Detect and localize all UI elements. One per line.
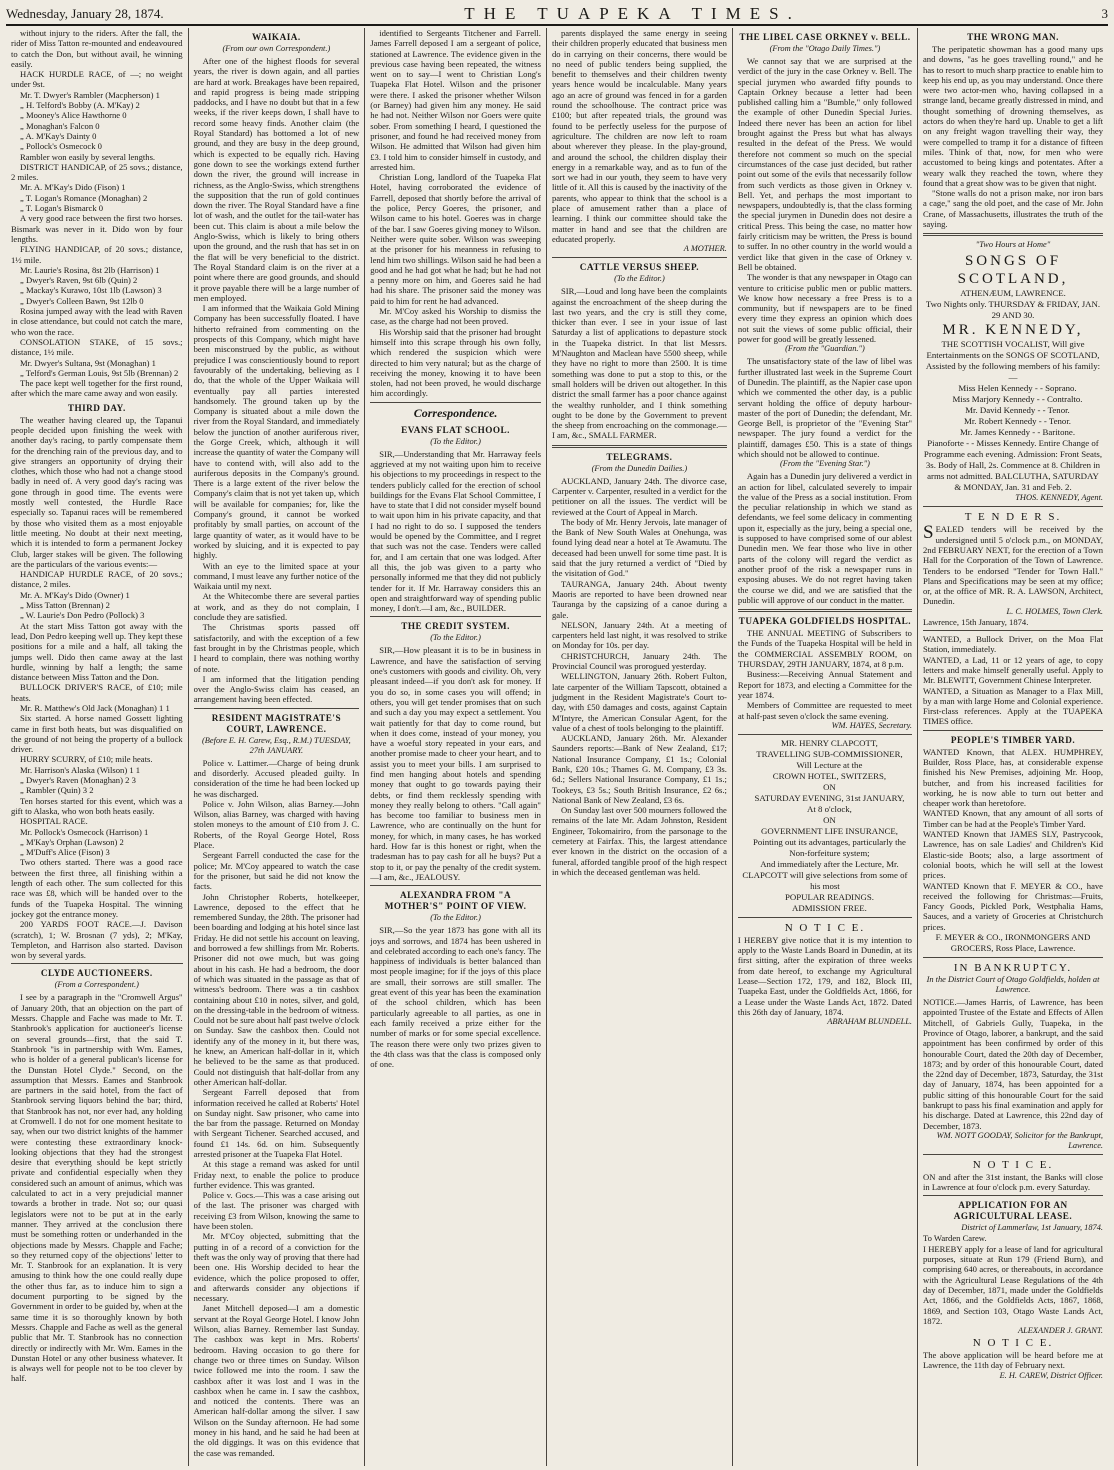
kennedy-name: MR. KENNEDY, <box>942 322 1084 339</box>
paragraph: At 8 o'clock, <box>807 803 852 814</box>
paragraph: „ A. M'Kay's Dainty 0 <box>20 130 97 141</box>
paragraph: The wonder is that any newspaper in Otago can venture to criticise public men or public matters. We know how necessary a free Press is to a community, but if newspapers are to be fined every time they express an opinion which does not suit the views of some public official, their power for good will be greatly lessened. <box>737 272 912 345</box>
songs-nights: Two Nights only. THURSDAY & FRIDAY, JAN. 29 AND 30. <box>925 299 1101 321</box>
alexandra-heading: ALEXANDRA FROM "A MOTHER'S" POINT OF VIEW. <box>384 890 527 912</box>
hospital-signature: WM. HAYES, Secretary. <box>831 720 912 730</box>
paragraph: Mr. Laurie's Rosina, 8st 2lb (Harrison) 1 <box>20 264 160 275</box>
paragraph: AUCKLAND, January 24th. The divorce case, Carpenter v. Carpenter, resulted in a verdict for the petitioner on all the issues. The verdict will be reviewed at the Court of Appeal in March. <box>551 475 727 517</box>
column-5 <box>732 28 917 1466</box>
paragraph: WANTED, a Situation as Manager to a Flax Mill, by a man with large Home and Colonial experience. First-class references. Apply at the TUAPEKA TIMES office. <box>922 685 1103 727</box>
paragraph: WANTED, a Bullock Driver, on the Moa Flat Station, immediately. <box>922 634 1103 655</box>
alexandra-continued <box>552 28 727 244</box>
paragraph: Mr. M'Coy asked his Worship to dismiss the case, as the charge had not been proved. <box>370 306 541 327</box>
paragraph: „ Dwyer's Raven (Monaghan) 2 3 <box>20 775 136 786</box>
paragraph: THE ANNUAL MEETING of Subscribers to the Funds of the Tuapeka Hospital will be held in the COMMERCIAL ASSEMBLY ROOM, on THURSDAY, 29TH JANUARY, 1874, at 8 p.m. <box>737 628 912 670</box>
bankruptcy-heading: IN BANKRUPTCY. <box>953 962 1073 975</box>
guardian-article <box>738 356 912 459</box>
paragraph: MR. HENRY CLAPCOTT, <box>781 737 878 748</box>
wrong-man-heading: THE WRONG MAN. <box>967 32 1059 42</box>
column-3 <box>364 28 546 1466</box>
paragraph: WANTED Known that F. MEYER & CO., have received the following for Christmas:—Fruits, Fancy Goods, Pickled Pork, Westphalia Hams, Sauces, and a variety of Groceries at Christchurch prices. <box>922 880 1103 932</box>
paragraph: Mr. Harrison's Alaska (Wilson) 1 1 <box>20 764 141 775</box>
mother-signature: A MOTHER. <box>683 244 727 254</box>
paragraph: identified to Sergeants Titchener and Farrell. James Farrell deposed I am a sergeant of police, stationed at Lawrence. The evidence given in the previous case having been repeated, the witness went on to say—I went to Christian Long's Tuapeka Flat Hotel. Wilson and the prisoner were there. I asked the prisoner whether Wilson (or Barney) had given him any money. He said he had not. Neither Wilson nor Goers were quite sober. From something I heard, I questioned the prisoner, and found he had received money from Wilson. He admitted that Wilson had given him £3. I told him to consider himself in custody, and arrested him. <box>370 28 541 172</box>
page-number: 3 <box>1101 6 1108 21</box>
paragraph: FLYING HANDICAP, of 20 sovs.; distance, 1½ mile. <box>11 244 183 265</box>
songs-venue: ATHENÆUM, LAWRENCE. <box>960 288 1066 299</box>
paragraph: The unsatisfactory state of the law of libel was further illustrated last week in the Supreme Court of Dunedin. The plaintiff, as the Napier case upon which we commented the other day, is a public servant holding the office of deputy harbour-master of the port of Dunedin; the defendant, Mr. George Bell, is proprietor of the "Evening Star" newspaper. The jury found a verdict for the plaintiff, damages £50. This is a state of things which should not be allowed to continue. <box>737 356 912 459</box>
paragraph: We cannot say that we are surprised at the verdict of the jury in the case Orkney v. Bell. The special jurymen who awarded fifty pounds to Captain Orkney because a letter had been published calling him a "Bumble," only followed the example of other Dunedin Special Juries. Indeed there never has been an action for libel brought against the Press but what has always resulted in the defeat of the Press. We would therefore not comment so much on the special circumstances of the case just decided, but rather point out some of the evils that necessarily follow from such verdicts as those given in Orkney v. Bell. Yet, and perhaps the most important to newspapers, undoubtedly is, that the class forming the special jurymen in Dunedin does not desire a critical Press. This being the case, no matter how fairly criticism may be written, the Press is bound to suffer. In no other country in the world would a verdict like that given in the case of Orkney v. Bell be obtained. <box>737 56 912 272</box>
paragraph: „ Rambler (Quin) 3 2 <box>20 785 94 796</box>
paragraph: TAURANGA, January 24th. About twenty Maoris are reported to have been drowned near Tauranga by the capsizing of a canoe during a gale. <box>551 578 727 620</box>
paragraph: „ Mackay's Kurawo, 10st 1lb (Lawson) 3 <box>20 285 162 296</box>
wanted-ads <box>923 634 1103 727</box>
lease-signature: ALEXANDER J. GRANT. <box>1018 1326 1103 1336</box>
paragraph: HOSPITAL RACE. <box>20 816 88 827</box>
timber-heading: PEOPLE'S TIMBER YARD. <box>950 734 1076 745</box>
telegrams <box>552 476 727 878</box>
paragraph: Mr. Pollock's Osmecock (Harrison) 1 <box>20 826 149 837</box>
paragraph: At the Whitecombe there are several parties at work, and as they do not complain, I conclude they are satisfied. <box>193 591 360 623</box>
paragraph: Mr. Robert Kennedy - - Tenor. <box>964 416 1071 427</box>
paragraph: Non-forfeiture system; <box>789 847 870 858</box>
paragraph: Rosina jumped away with the lead with Raven in close attendance, but could not catch the mare, who won the race. <box>11 306 183 337</box>
paragraph: „ Dwyer's Raven, 9st 6lb (Quin) 2 <box>20 275 138 286</box>
paragraph: Mr. A. M'Kay's Dido (Fison) 1 <box>20 182 126 193</box>
court-article <box>194 758 360 1458</box>
paragraph: Mr. M'Coy objected, submitting that the putting in of a record of a conviction for the theft was the only way of proving that there had been one. His Worship decided to hear the evidence, which the police proposed to offer, and afterwards consider any objections if necessary. <box>193 1231 360 1304</box>
paragraph: A very good race between the first two horses. Bismark was never in it. Dido won by four lengths. <box>11 213 183 244</box>
paragraph: Sergeant Farrell conducted the case for the police; Mr. M'Coy appeared to watch the case for the prisoner, but said he did not know the facts. <box>193 850 360 892</box>
masthead <box>6 4 1108 26</box>
waikaia-heading: WAIKAIA. <box>252 32 301 42</box>
masthead-date: Wednesday, January 28, 1874. <box>6 6 164 21</box>
paragraph: SATURDAY EVENING, 31st JANUARY, <box>754 792 905 803</box>
paragraph: WANTED, a Lad, 11 or 12 years of age, to copy letters and make himself generally useful. Apply to Mr. BLEWITT, Government Chinese Interpreter. <box>922 654 1103 686</box>
hearing-notice-heading: N O T I C E. <box>972 1337 1054 1350</box>
divider <box>370 402 541 403</box>
paragraph: WANTED Known, that any amount of all sorts of Timber can be had at the People's Timber Yard. <box>922 808 1103 829</box>
divider <box>923 957 1103 958</box>
paragraph: „ Miss Tatton (Brennan) 2 <box>20 600 110 611</box>
paragraph: „ Dwyer's Colleen Bawn, 9st 12lb 0 <box>20 295 144 306</box>
paragraph: POPULAR READINGS. <box>784 891 874 902</box>
hospital-heading: TUAPEKA GOLDFIELDS HOSPITAL. <box>738 616 912 627</box>
paragraph: Six started. A horse named Gossett lighting came in first both heats, but was disqualified on the ground of not being the property of a bullock driver. <box>11 713 183 755</box>
paragraph: „ M'Duff's Alice (Fison) 3 <box>20 847 110 858</box>
paragraph: „ Pollock's Osmecock 0 <box>20 141 102 152</box>
kennedy-description: THE SCOTTISH VOCALIST, Will give Entertainments on the SONGS OF SCOTLAND, Assisted by the following members of his family:— <box>925 339 1101 383</box>
star-heading: (From the "Evening Star.") <box>779 459 870 469</box>
lease-to: To Warden Carew. <box>922 1233 987 1244</box>
kennedy-details: Pianoforte - - Misses Kennedy. Entire Change of Programme each evening. Admission: Front Seats, 3s. Body of Hall, 2s. Commence at 8. Children in arms not admitted. BALCLUTHA, SATURDAY & MONDAY, Jan. 31 and Feb. 2. <box>923 438 1103 493</box>
paragraph: Mr. James Kennedy - - Baritone. <box>959 427 1076 438</box>
paragraph: At this stage a remand was asked for until Friday next, to enable the police to produce further evidence. This was granted. <box>193 1159 360 1190</box>
divider <box>552 445 727 448</box>
paragraph: ADMISSION FREE. <box>792 902 867 913</box>
column-6 <box>917 28 1108 1466</box>
column-2 <box>188 28 365 1466</box>
paragraph: HACK HURDLE RACE, of —; no weight under 9st. <box>11 69 183 90</box>
paragraph: The weather having cleared up, the Tapanui people decided upon finishing the week with another day's racing, to partly compensate them for the drenching rain of the previous day, and to give strangers an opportunity of drying their clothes, which those who had not a change stood badly in need of. A very good day's racing was gone through in good time. The events were mostly well contested, the Hurdle Race especially so. Tapanui races will be remembered by those who visited them as a most enjoyable little meeting. No doubt at their next meeting, which it is intended to form a permanent Jockey Club, larger stakes will be given. The following are the particulars of the various events:— <box>11 414 183 569</box>
libel-article <box>738 56 912 344</box>
paragraph: Police v. Gocs.—This was a case arising out of the last. The prisoner was charged with receiving £3 from Wilson, knowing the same to have been stolen. <box>193 1190 360 1232</box>
wrong-man-article <box>923 44 1103 229</box>
correspondence-heading: Correspondence. <box>413 405 498 420</box>
paragraph: CONSOLATION STAKE, of 15 sovs.; distance, 1½ mile. <box>11 336 183 358</box>
divider <box>923 630 1103 631</box>
tenders-signature: L. C. HOLMES, Town Clerk. <box>1006 606 1103 616</box>
paragraph: The Christmas sports passed off satisfactorily, and with the exception of a few fast brought in by the Christmas people, which I heard to complain, there was nothing worthy of note. <box>193 622 360 674</box>
notice-body: I HEREBY give notice that it is my intention to apply to the Waste Lands Board in Dunedin, at its first sitting, after the expiration of three weeks from date hereof, to exchange my Agricultural Lease—Section 172, 179, and 182, Block III, Tuapeka East, under the Goldfields Act, 1866, for a Lease under the Waste Lands Act, 1872. Dated this 26th day of January, 1874. <box>737 934 912 1017</box>
credit-letter <box>370 645 541 882</box>
tenders-date: Lawrence, 15th January, 1874. <box>922 616 1029 627</box>
paragraph: BULLOCK DRIVER'S RACE, of £10; mile heats. <box>11 682 183 703</box>
credit-subheading: (To the Editor.) <box>430 633 481 643</box>
lease-district: District of Lammerlaw, 1st January, 1874. <box>961 1223 1103 1233</box>
songs-italic: "Two Hours at Home" <box>975 240 1051 250</box>
paragraph: without injury to the riders. After the fall, the rider of Miss Tatton re-mounted and endeavoured to catch the Don, but without avail, he winning easily. <box>11 28 183 69</box>
meyer-signature: F. MEYER & CO., IRONMONGERS AND GROCERS, Ross Place, Lawrence. <box>935 932 1091 954</box>
waikaia-subheading: (From our own Correspondent.) <box>222 44 331 53</box>
paragraph: After one of the highest floods for several years, the river is down again, and all parties are hard at work. Breakages have been repaired, and rapid progress is being made stripping paddocks, and I have no doubt but that in a few weeks, if the river keeps down, I shall have to record some heavy finds. Another claim (the Royal Standard) has bottomed a lot of new ground, and they are busy in the deep ground, which is expected to be equally rich. Having gone down to see the workings extend further down the river, the ground will increase in richness, as the Anglo-Swiss, which strengthens the supposition that the run of gold continues down the river. The Royal Standard have a fine lot of wash, and the outlet for the tail-water has been cut. This claim is about a mile below the Anglo-Swiss, which is likely to bring others upon the ground, and the rush that has set in on the flat will be very beneficial to the district. The Royal Standard claim is on the river at a point where there are good grounds, and should it prove payable there will be a large number of men employed. <box>193 56 360 303</box>
divider <box>923 1154 1103 1155</box>
masthead-title: THE TUAPEKA TIMES. <box>464 4 801 23</box>
guardian-heading: (From the "Guardian.") <box>785 344 865 354</box>
bankruptcy-body: NOTICE.—James Harris, of Lawrence, has been appointed Trustee of the Estate and Effects of Allen Mitchell, of Gabriels Gully, Tuapeka, in the Province of Otago, laborer, a bankrupt, and the said appointment has been confirmed by order of this honourable Court, dated the 20th day of December, 1873; and by order of this honourable Court, dated the 22nd day of December, 1873, Saturday, the 31st day of January, 1874, has been appointed for a public sitting of this honourable Court for the said bankrupt to pass his final examination and apply for his discharge. Dated at Lawrence, this 22nd day of December, 1873. <box>922 997 1103 1131</box>
paragraph: I am informed that the litigation pending over the Anglo-Swiss claim has ceased, an arrangement having been effected. <box>193 673 360 705</box>
paragraph: Ten horses started for this event, which was a gift to Alaska, who won both heats easily. <box>11 795 183 816</box>
telegrams-subheading: (From the Dunedin Dailies.) <box>591 463 688 473</box>
paragraph: And immediately after the Lecture, Mr. CLAPCOTT will give selections from some of his most <box>742 858 908 891</box>
divider <box>923 506 1103 507</box>
paragraph: Rambler won easily by several lengths. <box>20 151 156 162</box>
tenders-body: SEALED tenders will be received by the undersigned until 5 o'clock p.m., on MONDAY, 2nd FEBRUARY NEXT, for the erection of a Town Hall for the Corporation of the Town of Lawrence. Tenders to be endorsed "Tender for Town Hall." Plans and Specifications may be seen at my office; or, at the office of MR. R. A. LAWSON, Architect, Dunedin. <box>922 522 1103 607</box>
divider <box>11 963 183 964</box>
paragraph: „ T. Logan's Bismarck 0 <box>20 203 104 214</box>
court-heading: RESIDENT MAGISTRATE'S COURT, LAWRENCE. <box>211 712 342 734</box>
paragraph: Pointing out its advantages, particularly the <box>752 836 906 847</box>
paragraph: „ Monaghan's Falcon 0 <box>20 120 100 131</box>
paragraph: TRAVELLING SUB-COMMISSIONER, <box>756 748 903 759</box>
paragraph: AUCKLAND, January 26th. Mr. Alexander Saunders reports:—Bank of New Zealand, £17; National Insurance Company, £1 1s.; Colonial Bank, £20 10s.; Thames G. M. Company, £3 3s. 6d.; Sellers National Insurance Company, £1 1s.; Tookeys, £3 5s.; South British Insurance, £2 6s.; National Bank of New Zealand, £3 6s. <box>551 733 727 805</box>
paragraph: Police v. Lattimer.—Charge of being drunk and disorderly. Accused pleaded guilty. In consideration of the time he had been locked up he was discharged. <box>193 757 360 799</box>
paragraph: The peripatetic showman has a good many ups and downs, "as he goes travelling round," and he has to resort to much sharp practice to enable him to keep his end up, as you may understand. Once there were two actor-men who, having collapsed in a strange land, became greatly distressed in mind, and thought something of drowning themselves, as actors do when they're hard up. Unable to get a lift on any freight wagon travelling their way, they were compelled to tramp it for a distance of fifteen miles. Think of that, now, for men who were accustomed to being kings and potentates. After a weary walk they reached the town, where they found that a great show was to be given that night. <box>922 44 1103 188</box>
court-continued <box>370 28 541 399</box>
divider <box>923 1195 1103 1196</box>
paragraph: CHRISTCHURCH, January 24th. The Provincial Council was prorogued yesterday. <box>551 650 727 672</box>
evans-letter <box>370 449 541 614</box>
cattle-heading: CATTLE VERSUS SHEEP. <box>579 262 700 273</box>
bankruptcy-subheading: In the District Court of Otago Goldfields, holden at Lawrence. <box>926 975 1100 995</box>
paragraph: HURRY SCURRY, of £10; mile heats. <box>20 754 153 765</box>
paragraph: Police v. John Wilson, alias Barney.—John Wilson, alias Barney, was charged with having stolen moneys to the amount of £10 from J. C. Roberts, of the Royal George Hotel, Ross Place. <box>193 798 360 851</box>
paragraph: Janet Mitchell deposed—I am a domestic servant at the Royal George Hotel. I know John Wilson, alias Barney. Remember last Sunday. The cashbox was kept in Mrs. Roberts' bedroom. Having occasion to go there for change two or three times on Sunday. Wilson twice followed me into the room. I saw the cashbox after it was lost and I was in the cashbox when he came in. I saw the cashbox, and noticed the contents. There was an American half-dollar among the silver. I saw Wilson on the Sunday afternoon. He had some money in his hand, and he said he had been at the old diggings. It was on this evidence that the case was remanded. <box>193 1303 360 1458</box>
court-subheading: (Before E. H. Carew, Esq., R.M.) TUESDAY, 27th JANUARY. <box>202 735 351 755</box>
paragraph: With an eye to the limited space at your command, I must leave any further notice of the Waikaia until my next. <box>193 560 360 592</box>
hearing-notice-body: The above application will be heard before me at Lawrence, the 11th day of February next. <box>922 1350 1103 1371</box>
paragraph: Mr. R. Matthew's Old Jack (Monaghan) 1 1 <box>20 703 170 713</box>
songs-title: SONGS OF SCOTLAND, <box>957 253 1069 288</box>
paragraph: 200 YARDS FOOT RACE.—J. Davison (scratch), 1; W. Brosnan (7 yds), 2; M'Kay, Templeton, and Harrison also started. Davison won by several yards. <box>11 919 183 961</box>
notice-heading: N O T I C E. <box>784 921 866 934</box>
paragraph: „ H. Telford's Bobby (A. M'Kay) 2 <box>20 100 140 111</box>
banks-notice-body: ON and after the 31st instant, the Banks will close in Lawrence at four o'clock p.m. every Saturday. <box>922 1171 1103 1193</box>
bankruptcy-signature: WM. NOTT GOODAY, Solicitor for the Bankrupt, Lawrence. <box>936 1130 1103 1150</box>
paragraph: SIR,—Loud and long have been the complaints against the encroachment of the sheep during the last two years, and the cry is still they come, thicker than ever. I see in your issue of last Saturday a list of applications to depasture stock in the Tuapeka district. In that list Messrs. M'Naughton and Maclean have 5500 sheep, while they have no right to more than 2500. It is time something was done to put a stop to this, or the small holders will be driven out altogether. In this district the small farmer has a poor chance against the wealthy runholder, and I think something ought to be done by the Government to prevent the sheep from encroaching on the commonage.—I am, &c., SMALL FARMER. <box>551 286 727 441</box>
lease-heading: APPLICATION FOR AN AGRICULTURAL LEASE. <box>953 1200 1073 1222</box>
alexandra-subheading: (To the Editor.) <box>430 913 481 923</box>
paragraph: On Sunday last over 500 mourners followed the remains of the late Mr. Adam Johnston, Resident Engineer, Tokomairiro, from the parsonage to the cemetery at Fairfax. This, the largest attendance ever known in the district on the occasion of a funeral, afforded tangible proof of the high respect in which the deceased gentleman was held. <box>551 805 727 877</box>
telegrams-heading: TELEGRAMS. <box>606 451 673 462</box>
third-day-results <box>11 415 183 961</box>
paragraph: ON <box>823 781 836 792</box>
paragraph: Miss Helen Kennedy - - Soprano. <box>958 383 1077 394</box>
tenders-heading: T E N D E R S. <box>964 511 1062 524</box>
clyde-article <box>11 992 183 1383</box>
divider <box>923 233 1103 236</box>
cattle-subheading: (To the Editor.) <box>614 274 665 284</box>
paragraph: NELSON, January 24th. At a meeting of carpenters held last night, it was resolved to strike on Monday for 10s. per day. <box>551 619 727 651</box>
alexandra-letter <box>370 925 541 1069</box>
paragraph: GOVERNMENT LIFE INSURANCE, <box>760 825 898 836</box>
paragraph: „ W. Laurie's Don Pedro (Pollock) 3 <box>20 610 145 621</box>
paragraph: „ T. Logan's Romance (Monaghan) 2 <box>20 192 148 203</box>
paragraph: „ M'Kay's Orphan (Lawson) 2 <box>20 836 124 847</box>
paragraph: I am informed that the Waikaia Gold Mining Company has been successfully floated. I have hitherto refrained from commenting on the prospects of this Company, which might have been misconstrued by the public, as without prejudice I was conscientiously bound to report favourably of the undertaking, believing as I do, that the whole of the Upper Waikaia will eventually pay all parties interested handsomely. The ground taken up by the Company is situated about a mile down the river from the Royal Standard, and immediately below the junction of another auriferous river, the Gorge Creek, which, although it will increase the quantity of water the Company will have to contend with, will also add to the auriferous deposits in the Company's ground. There is a large extent of the river below the Company's claim that is not yet taken up, which will be available for companies; for, like the Company's ground, it cannot be worked profitably by small parties, on account of the large quantity of water, as it would have to be worked by sluicing, and it is expected to pay highly. <box>193 303 360 561</box>
paragraph: His Worship said that the prisoner had brought himself into this scrape through his own folly, which rendered the suspicion which were directed to him very natural; but as the charge of receiving the money, knowing it to have been stolen, had not been proved, he would discharge him accordingly. <box>370 326 541 399</box>
paragraph: SIR,—Understanding that Mr. Harraway feels aggrieved at my not waiting upon him to receive his objections to my proceedings in respect to the tenders publicly called for the erection of school buildings for the Evans Flat School Committee, I have to state that I did not consider myself bound to wait upon him in his private capacity, and that I had no right to do so. I supposed the tenders would be opened by the Committee, and I regret that such was not the case. Tenders were called for, and I am certain that one was lodged. After all this, the job was given to a party who personally informed me that they did not publicly tender for it. If Mr. Harraway considers this an open and straightforward way of spending public money, I don't.—I am, &c., BUILDER. <box>370 448 541 614</box>
credit-heading: THE CREDIT SYSTEM. <box>401 621 510 632</box>
third-day-heading: THIRD DAY. <box>67 402 126 413</box>
paragraph: Members of Committee are requested to meet at half-past seven o'clock the same evening. <box>737 700 912 721</box>
banks-notice-heading: N O T I C E. <box>972 1158 1054 1171</box>
paragraph: I see by a paragraph in the "Cromwell Argus" of January 20th, that an objection on the part of Messrs. Chapple and Fache was made to Mr. T. Stanbrook's application for auctioneer's license on several grounds—first, that the said T. Stanbrook "is in partnership with Wm. Eames, who is holder of a general publican's license for the Dunstan Hotel Clyde." Second, on the assumption that Messrs. Eames and Stanbrook are partners in the said hotel, from the fact of Stanbrook serving liquors behind the bar; third, that Stanbrook has not, nor ever had, any holding at Cromwell. I do not for one moment hesitate to say, when our two district knights of the hammer were contesting these extraordinary knock-looking objections that they had the strongest desire that everything should be kept strictly private and confidential especially when they considered such an amount of animus, which was calculated to act in a very prejudicial manner towards a brother in trade. Not so; our quasi legislators were not to be put at in the early manner. They arrived at the conclusion there must be something rotten or underhanded in the objections made by Messrs. Chapple and Fache; so they returned copy of the objections' letter to Mr. T. Stanbrook for an explanation. It is very amusing to think how the one could really dupe the other thus far, as to induce him to sign a document purporting to be signed by the Government in order to be guided by, when at the same time it is so thoroughly known by both Messrs. Chapple and Fache as well as the general public that Mr. T. Stanbrook has no connection directly or indirectly with Mr. Wm. Eames in the Dunstan Hotel or any other business whatever. It is always well for people not to be too clever by half. <box>11 992 183 1384</box>
paragraph: CROWN HOTEL, SWITZERS, <box>772 770 887 781</box>
paragraph: Sergeant Farrell deposed that from information received he called at Roberts' Hotel on Sunday night. Saw prisoner, who came into the bar from the passage. Returned on Monday with Sergeant Tichener. Searched accused, and found £1 14s. 6d. on him. Subsequently arrested prisoner at the Tuapeka Flat Hotel. <box>193 1087 360 1159</box>
divider <box>370 885 541 886</box>
paragraph: Mr. A. M'Kay's Dido (Owner) 1 <box>20 589 130 600</box>
paragraph: Business:—Receiving Annual Statement and Report for 1873, and electing a Committee for the year 1874. <box>737 669 912 700</box>
paragraph: John Christopher Roberts, hotelkeeper, Lawrence, deposed to the effect that he remembered Sunday, the 28th. The prisoner had been boarding and lodging at his hotel since last Friday. He did not settle his account on leaving, and borrowed a few shillings from Mr. Roberts. Prisoner did not owe much, but was going about in his cash. He had a bedroom, the door of which was situated in the passage as that of witness's bedroom. There was a tin cashbox containing about £10 in notes, silver, and gold, on the dressing-table in the bedroom of witness. Could not be sure about half past twelve o'clock on Sunday. Saw the cashbox then. Could not identify any of the money in it, but there was, he knew, an American half-dollar in it, which he believed to be the same as that produced. Could not distinguish that half-dollar from any other American half-dollar. <box>193 891 360 1087</box>
paragraph: The body of Mr. Henry Jervois, late manager of the Bank of New South Wales at Onehunga, was found lying dead near a hotel at Te Awamutu. The deceased had been unwell for some time past. It is said that the jury returned a verdict of "Died by the visitation of God." <box>551 516 727 579</box>
paragraph: Miss Marjory Kennedy - - Contralto. <box>952 394 1083 405</box>
timber-ads <box>923 747 1103 932</box>
notice-signature: ABRAHAM BLUNDELL. <box>827 1017 912 1027</box>
cattle-letter <box>552 286 727 440</box>
paragraph: Two others started. There was a good race between the first three, all finishing within a length of each other. The sum collected for this race was £8, which will be handed over to the funds of the Tuapeka Hospital. The winning jockey got the entrance money. <box>11 857 183 919</box>
paragraph: WANTED Known that JAMES SLY, Pastrycook, Lawrence, has on sale Ladies' and Children's Kid Elastic-side Boots; also, a large assortment of colonial boots, which he will sell at the lowest prices. <box>922 829 1103 881</box>
divider <box>370 616 541 617</box>
kennedy-family <box>923 383 1103 438</box>
columns <box>6 28 1108 1466</box>
waikaia-article <box>194 56 360 705</box>
star-article <box>738 471 912 605</box>
paragraph: SIR,—How pleasant it is to be in business in Lawrence, and have the satisfaction of serving one's customers with goods and civility. Oh, very pleasant indeed—if you don't ask for money. If you do so, in some cases you will offend; in others, you will get tender promises that on such and such a day you may expect a settlement. You wait patiently for that day to come round, but when it does come, instead of your money, you have a woeful story repeated in your ears, and another promise made to cheer your heart, and to assist you to meet your bills. I am surprised to find men hanging about hotels and spending money that ought to go towards paying their debts, or find them recklessly spending with money they really belong to others. "Call again" has become too familiar to business men in Lawrence, who are continually on the hunt for money, for which, in many cases, he has worked hard. How far is this honest or right, when the tradesman has to pay cash for all he buys? Put a stop to it, or pay the penalty of the credit system.—I am, &c., JEALOUSY. <box>370 645 541 882</box>
clapcott-advert <box>738 738 912 914</box>
divider <box>738 609 912 612</box>
evans-subheading: (To the Editor.) <box>430 436 481 446</box>
paragraph: Christian Long, landlord of the Tuapeka Flat Hotel, having corroborated the evidence of Farrell, deposed that shortly before the arrival of the police, Percy Goeres, the prisoner, and Wilson came to his hotel. Goeres was in charge of the bar. I saw Goeres giving money to Wilson. Neither were quite sober. Wilson was sweeping at the prisoner for his meanness in refusing to lend him two shillings. Wilson said he had been a good and he had got what he had; but he had not a penny more on him, and Goeres said he had had his share. The prisoner said the money was paid to him for rent he had advanced. <box>370 172 541 306</box>
kennedy-signature: THOS. KENNEDY, Agent. <box>1015 493 1103 503</box>
paragraph: HANDICAP HURDLE RACE, of 20 sovs.; distance, 2 miles. <box>11 569 183 590</box>
libel-heading: THE LIBEL CASE ORKNEY v. BELL. <box>739 32 911 42</box>
paragraph: Mr. T. Dwyer's Rambler (Macpherson) 1 <box>20 89 160 100</box>
column-4 <box>546 28 732 1466</box>
paragraph: WELLINGTON, January 26th. Robert Fulton, late carpenter of the William Tapscott, obtained a judgment in the Resident Magistrate's Court to-day, with £50 damages and costs, against Captain M'Intyre, the American Consular Agent, for the value of a chest of tools belonging to the plaintiff. <box>551 671 727 733</box>
paragraph: At the start Miss Tatton got away with the lead, Don Pedro keeping well up. They kept these positions for a mile and a half, all taking the jumps well. Dido then came away at the last hurdle, winning by half a length; the same distance between Miss Tatton and the Don. <box>11 620 183 683</box>
paragraph: Mr. Dwyer's Sultana, 9st (Monaghan) 1 <box>20 357 156 368</box>
paragraph: Mr. David Kennedy - - Tenor. <box>965 405 1070 416</box>
lease-body: I HEREBY apply for a lease of land for agricultural purposes, situate at Run 179 (Friend Burn), and comprising 640 acres, or thereabouts, in accordance with the Agricultural Lease Regulations of the 4th day of December, 1871, made under the Goldfields Act, 1866, and the Goldfields Acts, 1867, 1868, 1869, and Section 103, Otago Waste Lands Act, 1872. <box>922 1243 1103 1326</box>
divider <box>738 734 912 735</box>
paragraph: „ Telford's German Louis, 9st 5lb (Brennan) 2 <box>20 367 179 378</box>
paragraph: DISTRICT HANDICAP, of 25 sovs.; distance, 2 miles. <box>11 161 183 183</box>
paragraph: SIR,—So the year 1873 has gone with all its joys and sorrows, and 1874 has been ushered in and celebrated according to each one's fancy. The happiness of individuals is better balanced than most people imagine; for if the joys of this place are small, their sorrows are still smaller. The great event of this year has been the examination of the school children, which has been particularly agreeable to all parties, as one in each family received a prize either for the number of marks or for some special excellence. The reason there were only two prizes given to the 4th class was that the class is composed only of one. <box>370 925 541 1070</box>
clyde-subheading: (From a Correspondent.) <box>54 980 139 990</box>
divider <box>738 917 912 918</box>
race-results <box>11 28 183 399</box>
paragraph: WANTED Known, that ALEX. HUMPHREY, Builder, Ross Place, has, at considerable expense finished his New Premises, adjoining Mr. Hoop, butcher, and from his increased facilities for working, he is now able to turn out better and cheaper work than heretofore. <box>922 746 1103 809</box>
paragraph: „ Mooney's Alice Hawthorne 0 <box>20 110 127 121</box>
paragraph: parents displayed the same energy in seeing their children properly educated that business men do in carrying on their concerns, there would be no need of public tenders being supplied, the benefit to themselves and their children twenty years hence would be incalculable. Many years ago an acre of ground was fenced in for a garden round the schoolhouse. The contract price was £100; but after repeated trials, the ground was found to be perfectly useless for the purpose of agriculture. The children are now left to roam about wherever they please. In the play-ground, and around the school, the children display their energy in a remarkable way, and as to fun of the sort we had in our youth, they seem to have very little of it. All this is caused by the inactivity of the parents, who appear to think that the school is a place of amusement rather than a place of learning. I think our committee should take the matter in hand and see that the children are educated properly. <box>551 28 727 244</box>
clyde-heading: CLYDE AUCTIONEERS. <box>40 968 153 979</box>
paragraph: The pace kept well together for the first round, after which the mare came away and won easily. <box>11 378 183 399</box>
libel-subheading: (From the "Otago Daily Times.") <box>769 44 881 53</box>
paragraph: "Stone walls do not a prison make, nor iron bars a cage," sang the old poet, and the case of Mr. John Crane, of Massachusetts, illustrates the truth of the saying. <box>922 188 1103 230</box>
paragraph: ON <box>823 814 836 825</box>
evans-heading: EVANS FLAT SCHOOL. <box>401 424 510 435</box>
divider <box>194 708 360 709</box>
paragraph: Will Lecture at the <box>796 759 863 770</box>
hearing-notice-signature: E. H. CAREW, District Officer. <box>999 1370 1103 1380</box>
paragraph: Again has a Dunedin jury delivered a verdict in an action for libel, calculated severely to impair the value of the Press as a social institution. From the peculiar relationship in which we stand as defendants, we feel some delicacy in commenting upon it, especially as the jury, being a special one, is supposed to have comprised some of our ablest Dunedin men. We fear those who live in other parts of the colony will regard the verdict as another proof of the risk a newspaper runs in exposing abuses. We do not regret having taken the course we did, and we are satisfied that the public will approve of our conduct in the matter. <box>737 471 912 605</box>
divider <box>552 257 727 258</box>
divider <box>923 730 1103 731</box>
column-1 <box>6 28 188 1466</box>
hospital-notice <box>738 628 912 721</box>
